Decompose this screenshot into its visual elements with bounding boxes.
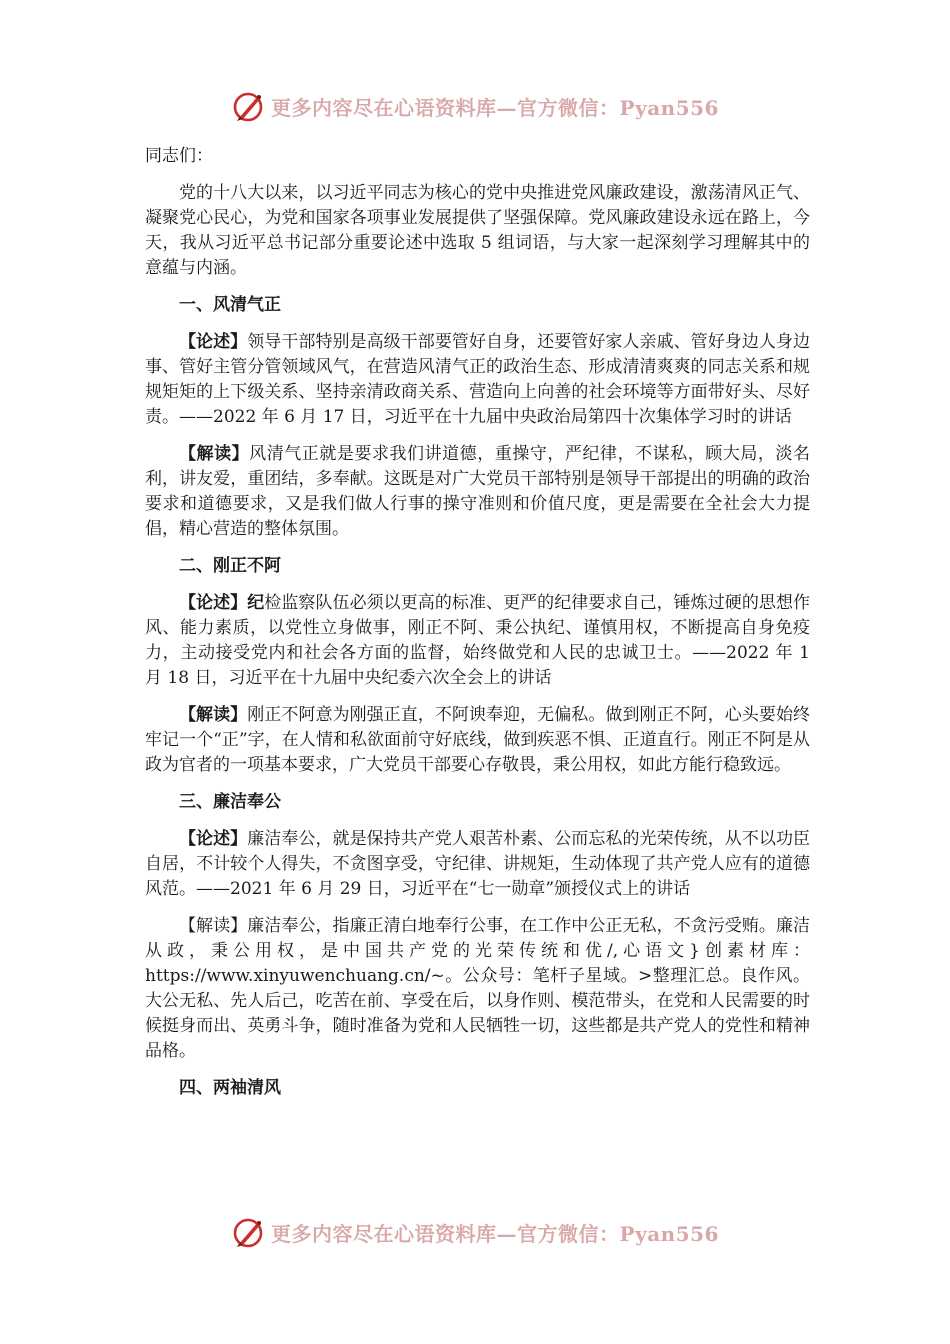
- section-1-jiedu: [145, 442, 810, 542]
- header-banner: [0, 86, 950, 126]
- document-body: [145, 144, 810, 1113]
- section-1-jiedu-text: 风清气正就是要求我们讲道德，重操守，严纪律，不谋私，顾大局，淡名利，讲友爱，重团结，多奉献。这既是对广大党员干部特别是领导干部提出的明确的政治要求和道德要求，又是我们做人行事的操守准则和价值尺度，更是需要在全社会大力提倡，精心营造的整体氛围。: [145, 444, 810, 539]
- section-1-lunshu-text: 领导干部特别是高级干部要管好自身，还要管好家人亲戚、管好身边人身边事、管好主管分管领域风气，在营造风清气正的政治生态、形成清清爽爽的同志关系和规规矩矩的上下级关系、坚持亲清政商关系、营造向上向善的社会环境等方面带好头、尽好责。——2022 年 6 月 17 日，习近平在十九届中央政治局第四十次集体学习时的讲话: [145, 332, 811, 427]
- jiedu-label-plain: 【解读】: [179, 916, 248, 936]
- section-2-jiedu: [145, 703, 810, 778]
- lunshu-label: 【论述】: [179, 829, 248, 849]
- section-3-jiedu: [145, 914, 810, 1064]
- jiedu-label: 【解读】: [179, 705, 248, 725]
- section-3-jiedu-text: 廉洁奉公，指廉正清白地奉行公事，在工作中公正无私，不贪污受贿。廉洁从政，秉公用权，是中国共产党的光荣传统和优/,心语文}创素材库：https://www.xinyuwenchuang.cn/~。公众号：笔杆子星域。>整理汇总。良作风。大公无私、先人后己，吃苦在前、享受在后，以身作则、模范带头，在党和人民需要的时候挺身而出、英勇斗争，随时准备为党和人民牺牲一切，这些都是共产党人的党性和精神品格。: [145, 916, 811, 1061]
- section-2-lunshu-text: 检监察队伍必须以更高的标准、更严的纪律要求自己，锤炼过硬的思想作风、能力素质，以党性立身做事，刚正不阿、秉公执纪、谨慎用权，不断提高自身免疫力，主动接受党内和社会各方面的监督，始终做党和人民的忠诚卫士。——2022 年 1 月 18 日，习近平在十九届中央纪委六次全会上的讲话: [145, 593, 811, 688]
- section-heading-2: 二、刚正不阿: [179, 556, 281, 576]
- greeting: 同志们：: [145, 146, 213, 166]
- section-heading-4: 四、两袖清风: [179, 1078, 281, 1098]
- section-2-lunshu-lead: 纪: [247, 593, 265, 613]
- section-3-lunshu-text: 廉洁奉公，就是保持共产党人艰苦朴素、公而忘私的光荣传统，从不以功臣自居，不计较个人得失，不贪图享受，守纪律、讲规矩，生动体现了共产党人应有的道德风范。——2021 年 6 月 29 日，习近平在“七一勋章”颁授仪式上的讲话: [145, 829, 811, 899]
- jiedu-label: 【解读】: [179, 444, 250, 464]
- header-banner-text: 更多内容尽在心语资料库—官方微信：Pyan556: [271, 95, 719, 120]
- footer-banner-text: 更多内容尽在心语资料库—官方微信：Pyan556: [271, 1221, 719, 1246]
- section-heading-1: 一、风清气正: [179, 295, 281, 315]
- section-2-jiedu-text: 刚正不阿意为刚强正直，不阿谀奉迎，无偏私。做到刚正不阿，心头要始终牢记一个“正”字，在人情和私欲面前守好底线，做到疾恶不惧、正道直行。刚正不阿是从政为官者的一项基本要求，广大党员干部要心存敬畏，秉公用权，如此方能行稳致远。: [145, 705, 811, 775]
- footer-banner: [0, 1212, 950, 1252]
- pen-logo-icon: [231, 88, 267, 124]
- section-3-lunshu: [145, 827, 810, 902]
- section-heading-3: 三、廉洁奉公: [179, 792, 281, 812]
- lunshu-label: 【论述】: [179, 593, 248, 613]
- lunshu-label: 【论述】: [179, 332, 248, 352]
- section-2-lunshu: [145, 591, 810, 691]
- section-1-lunshu: [145, 330, 810, 430]
- intro-paragraph: 党的十八大以来，以习近平同志为核心的党中央推进党风廉政建设，激荡清风正气、凝聚党心民心，为党和国家各项事业发展提供了坚强保障。党风廉政建设永远在路上，今天，我从习近平总书记部分重要论述中选取 5 组词语，与大家一起深刻学习理解其中的意蕴与内涵。: [145, 183, 810, 278]
- pen-logo-icon: [231, 1214, 267, 1250]
